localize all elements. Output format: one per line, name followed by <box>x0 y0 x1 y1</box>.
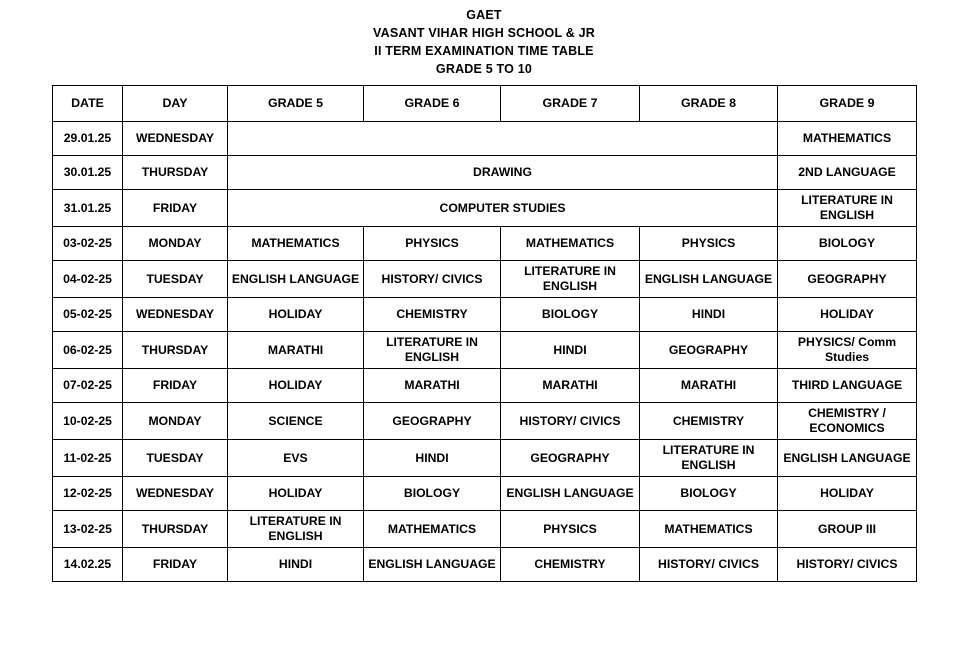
header-row <box>53 86 917 122</box>
title-line-institution-code: GAET <box>466 8 502 22</box>
exam-subject-cell-grade-7: MATHEMATICS <box>501 227 640 261</box>
exam-date-cell: 29.01.25 <box>53 122 123 156</box>
exam-subject-cell-grade-9: GEOGRAPHY <box>778 261 917 298</box>
exam-day-cell: MONDAY <box>123 403 228 440</box>
table-row <box>53 190 917 227</box>
column-header-day: DAY <box>123 86 228 122</box>
exam-day-cell: THURSDAY <box>123 511 228 548</box>
exam-date-cell: 05-02-25 <box>53 298 123 332</box>
exam-subject-cell-grade-8: CHEMISTRY <box>640 403 778 440</box>
exam-subject-cell-grade-8: PHYSICS <box>640 227 778 261</box>
exam-subject-cell-grade-8: MARATHI <box>640 369 778 403</box>
exam-subject-cell-merged-grade-5-8 <box>228 122 778 156</box>
exam-subject-cell-grade-9: THIRD LANGUAGE <box>778 369 917 403</box>
exam-subject-cell-grade-9: CHEMISTRY / ECONOMICS <box>778 403 917 440</box>
exam-subject-cell-grade-5: LITERATURE IN ENGLISH <box>228 511 364 548</box>
exam-subject-cell-grade-9: LITERATURE IN ENGLISH <box>778 190 917 227</box>
exam-subject-cell-grade-5: MATHEMATICS <box>228 227 364 261</box>
exam-timetable <box>52 85 917 582</box>
column-header-date: DATE <box>53 86 123 122</box>
table-row <box>53 227 917 261</box>
exam-subject-cell-grade-5: HINDI <box>228 548 364 582</box>
exam-subject-cell-grade-5: SCIENCE <box>228 403 364 440</box>
exam-subject-cell-grade-7: ENGLISH LANGUAGE <box>501 477 640 511</box>
exam-subject-cell-grade-9: PHYSICS/ Comm Studies <box>778 332 917 369</box>
exam-subject-cell-grade-9: 2ND LANGUAGE <box>778 156 917 190</box>
table-row <box>53 369 917 403</box>
exam-subject-cell-grade-6: ENGLISH LANGUAGE <box>364 548 501 582</box>
exam-subject-cell-grade-8: HISTORY/ CIVICS <box>640 548 778 582</box>
exam-date-cell: 30.01.25 <box>53 156 123 190</box>
exam-subject-cell-grade-6: MATHEMATICS <box>364 511 501 548</box>
exam-day-cell: MONDAY <box>123 227 228 261</box>
timetable-container <box>52 85 916 582</box>
table-row <box>53 403 917 440</box>
exam-date-cell: 14.02.25 <box>53 548 123 582</box>
exam-subject-cell-grade-5: HOLIDAY <box>228 298 364 332</box>
exam-subject-cell-grade-6: PHYSICS <box>364 227 501 261</box>
exam-subject-cell-merged-grade-5-8: DRAWING <box>228 156 778 190</box>
exam-subject-cell-grade-9: HOLIDAY <box>778 298 917 332</box>
exam-day-cell: FRIDAY <box>123 369 228 403</box>
table-row <box>53 477 917 511</box>
exam-subject-cell-grade-6: LITERATURE IN ENGLISH <box>364 332 501 369</box>
exam-date-cell: 03-02-25 <box>53 227 123 261</box>
table-row <box>53 548 917 582</box>
column-header-grade-6: GRADE 6 <box>364 86 501 122</box>
exam-subject-cell-grade-9: GROUP III <box>778 511 917 548</box>
exam-date-cell: 07-02-25 <box>53 369 123 403</box>
exam-subject-cell-grade-6: GEOGRAPHY <box>364 403 501 440</box>
exam-subject-cell-grade-5: HOLIDAY <box>228 477 364 511</box>
title-line-school-name: VASANT VIHAR HIGH SCHOOL & JR <box>372 26 596 40</box>
exam-subject-cell-grade-7: CHEMISTRY <box>501 548 640 582</box>
exam-subject-cell-grade-7: HISTORY/ CIVICS <box>501 403 640 440</box>
exam-date-cell: 12-02-25 <box>53 477 123 511</box>
exam-day-cell: WEDNESDAY <box>123 122 228 156</box>
exam-day-cell: FRIDAY <box>123 548 228 582</box>
exam-subject-cell-grade-5: EVS <box>228 440 364 477</box>
exam-subject-cell-grade-9: HISTORY/ CIVICS <box>778 548 917 582</box>
exam-subject-cell-grade-5: HOLIDAY <box>228 369 364 403</box>
exam-date-cell: 11-02-25 <box>53 440 123 477</box>
exam-subject-cell-grade-7: GEOGRAPHY <box>501 440 640 477</box>
table-header <box>53 86 917 122</box>
exam-day-cell: FRIDAY <box>123 190 228 227</box>
exam-subject-cell-grade-6: HINDI <box>364 440 501 477</box>
table-row <box>53 332 917 369</box>
exam-subject-cell-grade-8: ENGLISH LANGUAGE <box>640 261 778 298</box>
exam-subject-cell-grade-8: LITERATURE IN ENGLISH <box>640 440 778 477</box>
exam-date-cell: 31.01.25 <box>53 190 123 227</box>
exam-subject-cell-grade-6: HISTORY/ CIVICS <box>364 261 501 298</box>
exam-subject-cell-grade-8: MATHEMATICS <box>640 511 778 548</box>
exam-date-cell: 04-02-25 <box>53 261 123 298</box>
column-header-grade-5: GRADE 5 <box>228 86 364 122</box>
exam-subject-cell-grade-8: HINDI <box>640 298 778 332</box>
title-line-exam-name: II TERM EXAMINATION TIME TABLE <box>374 44 594 58</box>
exam-day-cell: THURSDAY <box>123 332 228 369</box>
exam-day-cell: TUESDAY <box>123 440 228 477</box>
exam-subject-cell-grade-6: BIOLOGY <box>364 477 501 511</box>
exam-subject-cell-grade-9: HOLIDAY <box>778 477 917 511</box>
exam-subject-cell-grade-7: PHYSICS <box>501 511 640 548</box>
exam-subject-cell-grade-8: BIOLOGY <box>640 477 778 511</box>
table-row <box>53 122 917 156</box>
exam-subject-cell-grade-6: CHEMISTRY <box>364 298 501 332</box>
column-header-grade-8: GRADE 8 <box>640 86 778 122</box>
exam-subject-cell-grade-6: MARATHI <box>364 369 501 403</box>
exam-day-cell: THURSDAY <box>123 156 228 190</box>
table-row <box>53 298 917 332</box>
exam-day-cell: TUESDAY <box>123 261 228 298</box>
exam-subject-cell-grade-8: GEOGRAPHY <box>640 332 778 369</box>
exam-day-cell: WEDNESDAY <box>123 477 228 511</box>
column-header-grade-9: GRADE 9 <box>778 86 917 122</box>
column-header-grade-7: GRADE 7 <box>501 86 640 122</box>
exam-subject-cell-grade-7: HINDI <box>501 332 640 369</box>
exam-subject-cell-grade-5: MARATHI <box>228 332 364 369</box>
document-title-block <box>52 6 916 78</box>
exam-subject-cell-grade-9: MATHEMATICS <box>778 122 917 156</box>
table-row <box>53 261 917 298</box>
exam-subject-cell-grade-7: LITERATURE IN ENGLISH <box>501 261 640 298</box>
table-row <box>53 156 917 190</box>
exam-subject-cell-grade-9: BIOLOGY <box>778 227 917 261</box>
exam-subject-cell-grade-5: ENGLISH LANGUAGE <box>228 261 364 298</box>
exam-day-cell: WEDNESDAY <box>123 298 228 332</box>
table-row <box>53 440 917 477</box>
exam-subject-cell-merged-grade-5-8: COMPUTER STUDIES <box>228 190 778 227</box>
exam-subject-cell-grade-9: ENGLISH LANGUAGE <box>778 440 917 477</box>
exam-date-cell: 13-02-25 <box>53 511 123 548</box>
exam-subject-cell-grade-7: BIOLOGY <box>501 298 640 332</box>
exam-date-cell: 10-02-25 <box>53 403 123 440</box>
title-line-grade-range: GRADE 5 TO 10 <box>435 62 533 76</box>
table-body <box>53 122 917 582</box>
table-row <box>53 511 917 548</box>
exam-date-cell: 06-02-25 <box>53 332 123 369</box>
exam-subject-cell-grade-7: MARATHI <box>501 369 640 403</box>
